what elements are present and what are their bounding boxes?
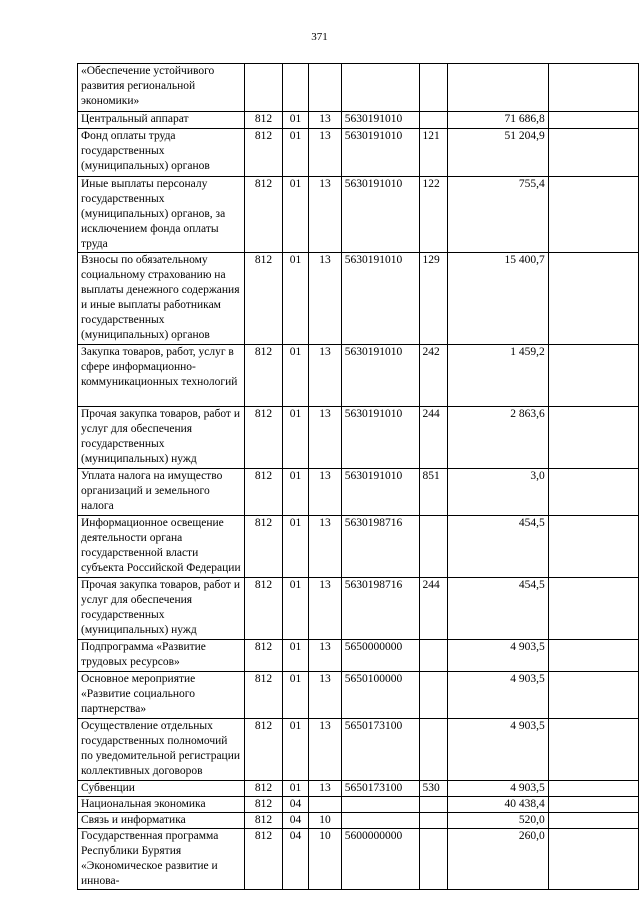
cell-empty (548, 469, 638, 516)
cell-subsection: 13 (309, 345, 342, 407)
cell-subsection (309, 64, 342, 112)
cell-grbs-code: 812 (245, 813, 283, 829)
cell-empty (548, 64, 638, 112)
cell-name: Прочая закупка товаров, работ и услуг для обеспечения государственных (муниципальных) нужд (78, 407, 245, 469)
cell-amount: 4 903,5 (448, 640, 549, 672)
cell-section: 01 (282, 345, 308, 407)
cell-section: 01 (282, 578, 308, 640)
cell-target-article: 5650000000 (341, 640, 419, 672)
cell-section: 04 (282, 797, 308, 813)
budget-table (77, 63, 639, 890)
cell-empty (548, 829, 638, 890)
cell-target-article: 5650173100 (341, 719, 419, 781)
cell-section: 01 (282, 640, 308, 672)
cell-subsection: 13 (309, 578, 342, 640)
cell-grbs-code: 812 (245, 469, 283, 516)
table-row (78, 781, 639, 797)
cell-empty (548, 672, 638, 719)
cell-name: Связь и информатика (78, 813, 245, 829)
cell-expense-type (419, 813, 448, 829)
table-row (78, 112, 639, 129)
table-row (78, 813, 639, 829)
cell-grbs-code: 812 (245, 129, 283, 177)
cell-section: 01 (282, 469, 308, 516)
cell-amount: 454,5 (448, 578, 549, 640)
cell-subsection: 13 (309, 253, 342, 345)
cell-expense-type: 851 (419, 469, 448, 516)
cell-expense-type (419, 829, 448, 890)
cell-target-article: 5630198716 (341, 516, 419, 578)
cell-target-article: 5650173100 (341, 781, 419, 797)
cell-target-article: 5630191010 (341, 129, 419, 177)
cell-empty (548, 813, 638, 829)
cell-empty (548, 129, 638, 177)
cell-subsection: 10 (309, 829, 342, 890)
cell-grbs-code: 812 (245, 253, 283, 345)
cell-section: 01 (282, 253, 308, 345)
cell-expense-type (419, 516, 448, 578)
cell-section: 01 (282, 672, 308, 719)
cell-section: 01 (282, 781, 308, 797)
cell-amount: 260,0 (448, 829, 549, 890)
cell-target-article (341, 813, 419, 829)
cell-empty (548, 345, 638, 407)
table-row (78, 469, 639, 516)
cell-empty (548, 640, 638, 672)
cell-name: Центральный аппарат (78, 112, 245, 129)
cell-grbs-code (245, 64, 283, 112)
cell-empty (548, 112, 638, 129)
cell-grbs-code: 812 (245, 177, 283, 253)
table-row (78, 345, 639, 407)
cell-empty (548, 781, 638, 797)
cell-target-article: 5630198716 (341, 578, 419, 640)
cell-expense-type (419, 64, 448, 112)
cell-expense-type (419, 112, 448, 129)
cell-section: 01 (282, 516, 308, 578)
table-row (78, 797, 639, 813)
cell-expense-type: 121 (419, 129, 448, 177)
table-row (78, 516, 639, 578)
page-number: 371 (311, 31, 328, 43)
cell-empty (548, 578, 638, 640)
table-row (78, 407, 639, 469)
cell-amount: 3,0 (448, 469, 549, 516)
table-row (78, 64, 639, 112)
cell-empty (548, 797, 638, 813)
cell-target-article (341, 64, 419, 112)
cell-target-article (341, 797, 419, 813)
budget-table-body (78, 64, 639, 890)
cell-grbs-code: 812 (245, 719, 283, 781)
cell-grbs-code: 812 (245, 112, 283, 129)
cell-empty (548, 177, 638, 253)
cell-name: Подпрограмма «Развитие трудовых ресурсов» (78, 640, 245, 672)
table-row (78, 578, 639, 640)
cell-target-article: 5630191010 (341, 345, 419, 407)
cell-subsection: 13 (309, 781, 342, 797)
cell-amount: 4 903,5 (448, 672, 549, 719)
cell-name: Фонд оплаты труда государственных (муниципальных) органов (78, 129, 245, 177)
cell-subsection: 13 (309, 129, 342, 177)
cell-subsection: 13 (309, 177, 342, 253)
cell-target-article: 5630191010 (341, 177, 419, 253)
cell-amount: 4 903,5 (448, 781, 549, 797)
cell-name: «Обеспечение устойчивого развития региональной экономики» (78, 64, 245, 112)
cell-section: 04 (282, 829, 308, 890)
cell-name: Осуществление отдельных государственных полномочий по уведомительной регистрации коллективных договоров (78, 719, 245, 781)
cell-amount: 4 903,5 (448, 719, 549, 781)
cell-expense-type (419, 797, 448, 813)
cell-expense-type: 242 (419, 345, 448, 407)
cell-name: Иные выплаты персоналу государственных (муниципальных) органов, за исключением фонда оплаты труда (78, 177, 245, 253)
table-row (78, 640, 639, 672)
cell-subsection: 13 (309, 516, 342, 578)
cell-section: 01 (282, 129, 308, 177)
cell-target-article: 5650100000 (341, 672, 419, 719)
cell-empty (548, 719, 638, 781)
cell-grbs-code: 812 (245, 407, 283, 469)
cell-expense-type: 122 (419, 177, 448, 253)
cell-subsection: 13 (309, 469, 342, 516)
cell-section: 01 (282, 719, 308, 781)
table-row (78, 253, 639, 345)
cell-subsection: 10 (309, 813, 342, 829)
cell-name: Государственная программа Республики Бурятия «Экономическое развитие и иннова- (78, 829, 245, 890)
cell-target-article: 5630191010 (341, 469, 419, 516)
cell-expense-type (419, 672, 448, 719)
cell-expense-type (419, 640, 448, 672)
cell-grbs-code: 812 (245, 640, 283, 672)
cell-name: Взносы по обязательному социальному страхованию на выплаты денежного содержания и иные выплаты работникам государственных (муниципальных) органов (78, 253, 245, 345)
cell-name: Закупка товаров, работ, услуг в сфере информационно-коммуникационных технологий (78, 345, 245, 407)
cell-subsection: 13 (309, 640, 342, 672)
cell-name: Информационное освещение деятельности органа государственной власти субъекта Российской Федерации (78, 516, 245, 578)
cell-target-article: 5600000000 (341, 829, 419, 890)
cell-name: Уплата налога на имущество организаций и земельного налога (78, 469, 245, 516)
cell-name: Прочая закупка товаров, работ и услуг для обеспечения государственных (муниципальных) нужд (78, 578, 245, 640)
cell-section (282, 64, 308, 112)
cell-empty (548, 253, 638, 345)
cell-expense-type: 129 (419, 253, 448, 345)
cell-name: Национальная экономика (78, 797, 245, 813)
cell-section: 01 (282, 407, 308, 469)
cell-name: Основное мероприятие «Развитие социального партнерства» (78, 672, 245, 719)
cell-subsection (309, 797, 342, 813)
cell-empty (548, 516, 638, 578)
cell-name: Субвенции (78, 781, 245, 797)
cell-target-article: 5630191010 (341, 407, 419, 469)
cell-target-article: 5630191010 (341, 253, 419, 345)
cell-grbs-code: 812 (245, 516, 283, 578)
table-row (78, 177, 639, 253)
cell-target-article: 5630191010 (341, 112, 419, 129)
cell-grbs-code: 812 (245, 578, 283, 640)
cell-amount: 755,4 (448, 177, 549, 253)
cell-section: 01 (282, 112, 308, 129)
cell-expense-type: 244 (419, 578, 448, 640)
cell-amount: 2 863,6 (448, 407, 549, 469)
cell-expense-type: 530 (419, 781, 448, 797)
cell-subsection: 13 (309, 407, 342, 469)
table-row (78, 829, 639, 890)
cell-subsection: 13 (309, 672, 342, 719)
cell-amount: 71 686,8 (448, 112, 549, 129)
table-row (78, 672, 639, 719)
cell-section: 01 (282, 177, 308, 253)
cell-grbs-code: 812 (245, 829, 283, 890)
cell-grbs-code: 812 (245, 797, 283, 813)
cell-amount: 454,5 (448, 516, 549, 578)
cell-empty (548, 407, 638, 469)
cell-amount: 15 400,7 (448, 253, 549, 345)
cell-grbs-code: 812 (245, 672, 283, 719)
cell-expense-type: 244 (419, 407, 448, 469)
cell-grbs-code: 812 (245, 781, 283, 797)
table-row (78, 719, 639, 781)
cell-section: 04 (282, 813, 308, 829)
cell-amount (448, 64, 549, 112)
cell-amount: 1 459,2 (448, 345, 549, 407)
cell-grbs-code: 812 (245, 345, 283, 407)
cell-amount: 51 204,9 (448, 129, 549, 177)
cell-expense-type (419, 719, 448, 781)
cell-subsection: 13 (309, 719, 342, 781)
cell-subsection: 13 (309, 112, 342, 129)
cell-amount: 40 438,4 (448, 797, 549, 813)
cell-amount: 520,0 (448, 813, 549, 829)
table-row (78, 129, 639, 177)
